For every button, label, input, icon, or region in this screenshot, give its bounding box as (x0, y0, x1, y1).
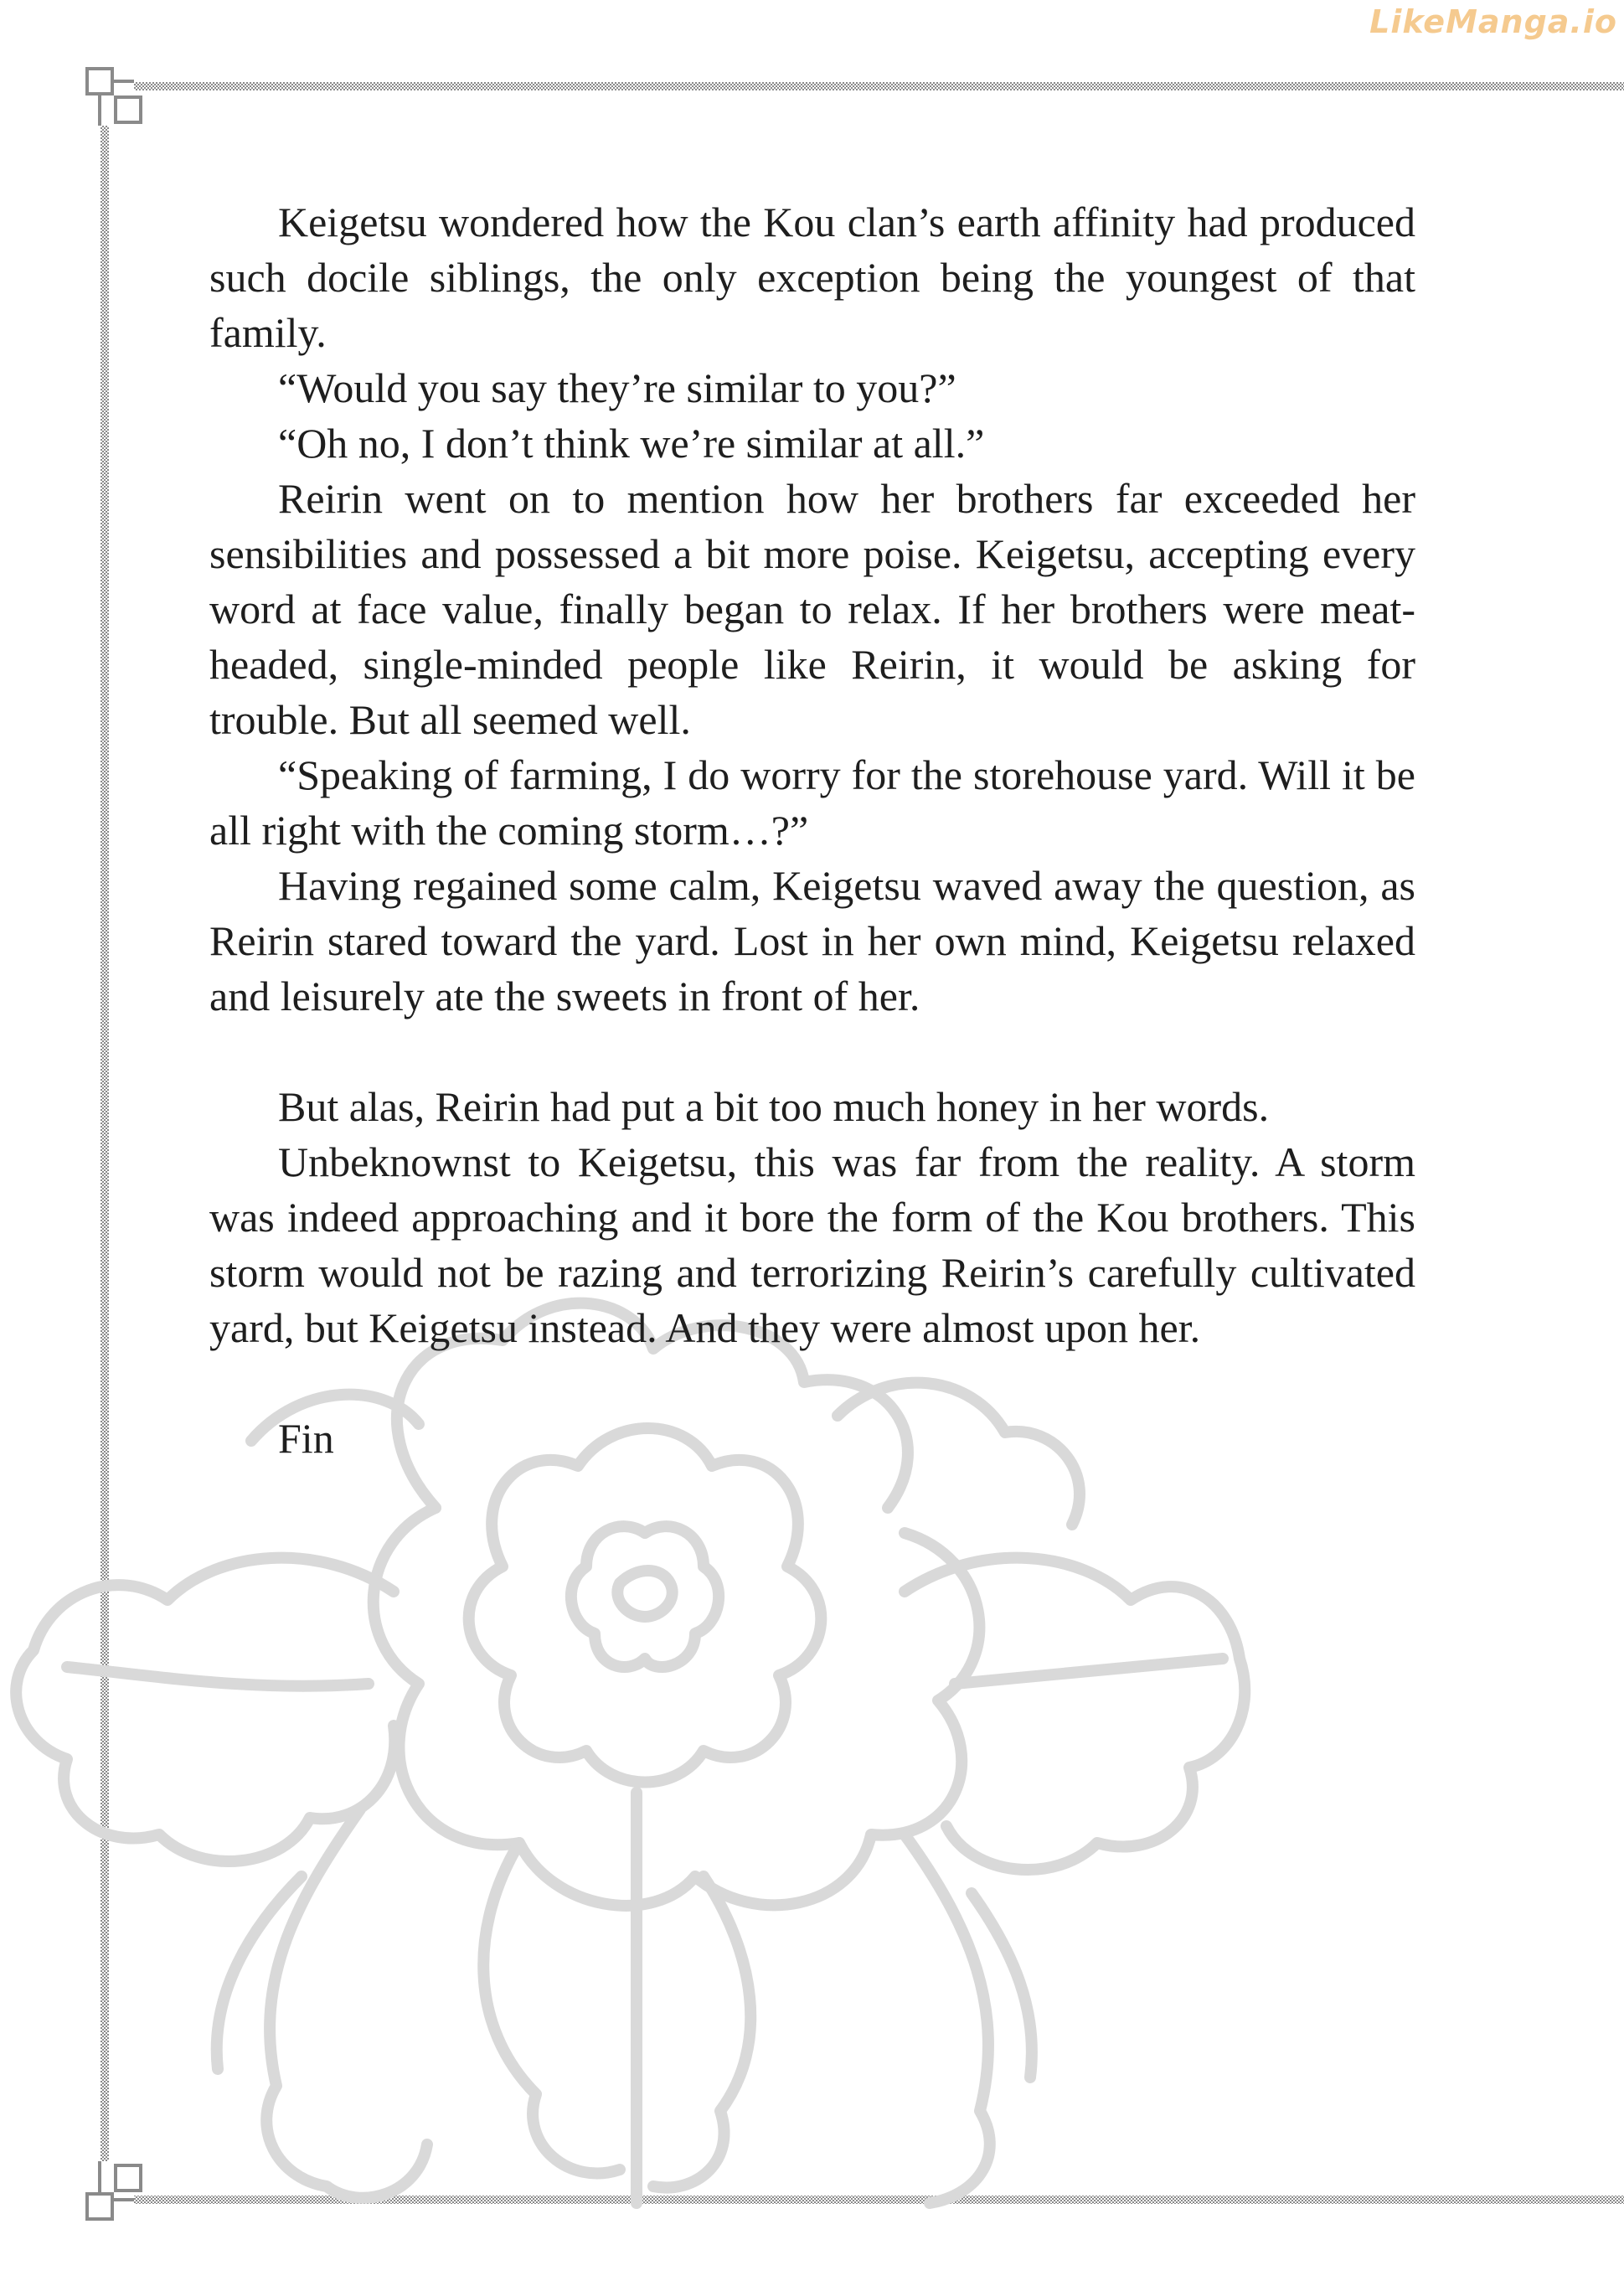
paragraph: “Oh no, I don’t think we’re similar at all.” (278, 420, 985, 467)
paragraph: Having regained some calm, Keigetsu waved away the question, as Reirin stared toward the yard. Lost in her own mind, Keigetsu relaxed and leisurely ate the sweets in front of her. (209, 862, 1415, 1019)
paragraph: Reirin went on to mention how her brothers far exceeded her sensibilities and possessed a bit more poise. Keigetsu, accepting every word at face value, finally began to relax. If her brothers were meat-headed, single-minded people like Reirin, it would be asking for trouble. But all seemed well. (209, 475, 1415, 743)
end-mark: Fin (278, 1415, 334, 1462)
corner-ornament-top (87, 69, 141, 126)
paragraph: “Would you say they’re similar to you?” (278, 364, 956, 411)
site-watermark: LikeManga.io (1369, 3, 1617, 40)
paragraph: “Speaking of farming, I do worry for the storehouse yard. Will it be all right with the coming storm…?” (209, 751, 1415, 854)
paragraph: Unbeknownst to Keigetsu, this was far from the reality. A storm was indeed approaching and it bore the form of the Kou brothers. This storm would not be razing and terrorizing Reirin’s carefully cultivated yard, but Keigetsu instead. And they were almost upon her. (209, 1138, 1415, 1351)
page-text (209, 194, 1415, 1466)
paragraph: Keigetsu wondered how the Kou clan’s earth affinity had produced such docile siblings, the only exception being the youngest of that family. (209, 199, 1415, 356)
section-break (209, 1024, 1415, 1079)
paragraph: But alas, Reirin had put a bit too much honey in her words. (278, 1083, 1270, 1130)
corner-ornament-bottom (87, 2161, 141, 2219)
